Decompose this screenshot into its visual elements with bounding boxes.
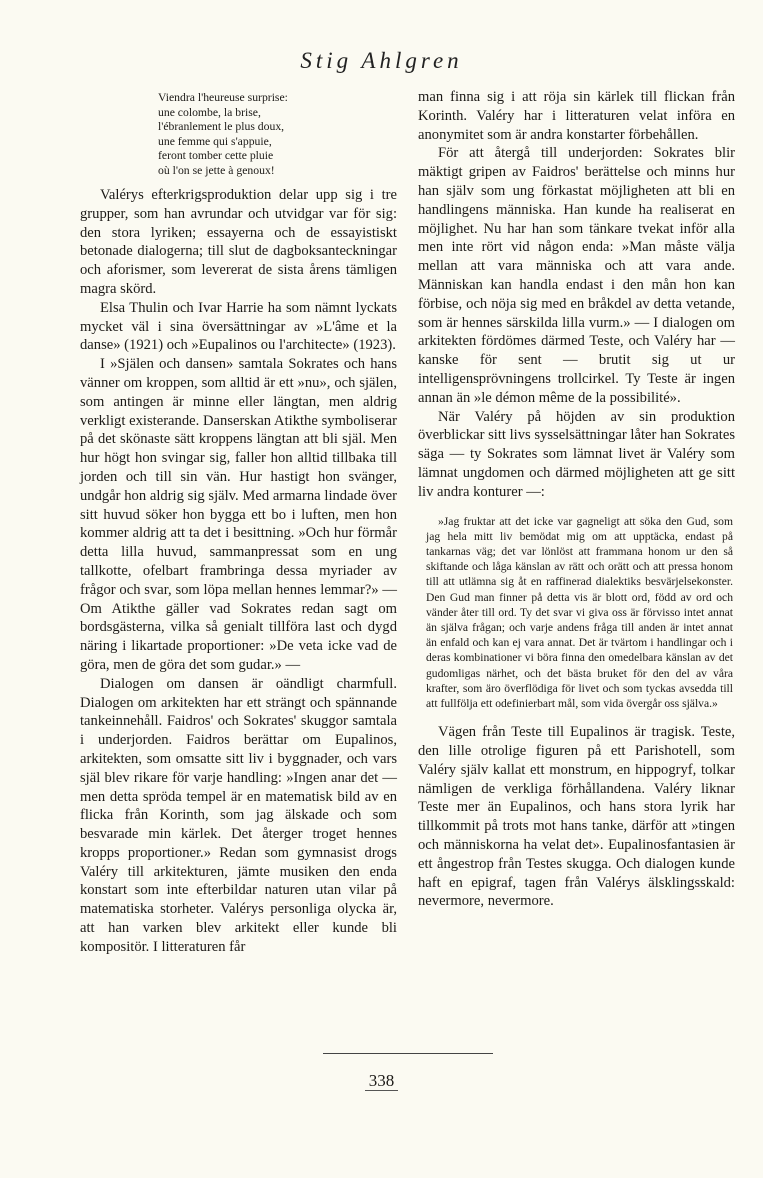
body-paragraph: När Valéry på höjden av sin produktion överblickar sitt livs sysselsättningar låter han Sokrates säga — ty Sokrates som lämnat livet är Valéry som lämnat ungdomen och därmed möjligheten att ge sitt liv andra konturer —: — [418, 408, 735, 500]
verse-line: feront tomber cette pluie — [158, 149, 274, 162]
verse-line: une colombe, la brise, — [158, 105, 261, 119]
verse-line: l'ébranlement le plus doux, — [158, 120, 285, 133]
right-column — [418, 88, 735, 911]
verse-line: une femme qui s'appuie, — [158, 134, 272, 148]
verse-line: où l'on se jette à genoux! — [158, 163, 275, 177]
page-number — [0, 1071, 763, 1091]
footer-rule — [323, 1053, 493, 1054]
body-paragraph: Elsa Thulin och Ivar Harrie ha som nämnt lyckats mycket väl i sina översättningar av »L'âme et la danse» (1921) och »Eupalinos ou l'architecte» (1923). — [80, 299, 397, 354]
verse-line: Viendra l'heureuse surprise: — [158, 91, 288, 104]
body-paragraph: Vägen från Teste till Eupalinos är tragisk. Teste, den lille otrolige figuren på ett Parishotell, som Valéry själv kallat ett monstrum, en hippogryf, tolkar nämligen de verkliga förhållandena. Valéry liknar Teste mer än Eupalinos, och hans stora lyrik har tillkommit på trots mot hans tanke, därför att »tingen och människorna ha velat det». Eupalinosfantasien är ett ångestrop från Testes skugga. Och dialogen kunde haft en epigraf, tagen från Valérys älsklingsskald: nevermore, nevermore. — [418, 724, 735, 910]
body-paragraph: Valérys efterkrigsproduktion delar upp sig i tre grupper, som han avrundar och utvidgar var för sig: den stora lyriken; essayerna och de essayistiskt betonade dialogerna; till slut de dagboksanteckningar och aforismer, som levererat de sista årens tämligen magra skörd. — [80, 187, 397, 297]
body-paragraph: man finna sig i att röja sin kärlek till flickan från Korinth. Valéry har i litteraturen velat införa en anonymitet som är andra konstarter förbehållen. — [418, 89, 735, 143]
block-quote: »Jag fruktar att det icke var gagneligt att söka den Gud, som jag hela mitt liv bemödat mig om att upptäcka, endast på tankarnas väg; det var lönlöst att frammana honom ur den så skiftande och låga känslan av rätt och orätt och att pressa honom till att utlämna sig åt en raffinerad dialektiks besvärjelsekonster. Den Gud man finner på detta vis är blott ord, född av ord och vänder åter till ord. Ty det svar vi giva oss är förvisso intet annat än själva frågan; och varje andens fråga till anden är intet annat än enfald och kan ej vara annat. Det är tvärtom i handlingar och i deras kombinationer vi böra finna den omedelbara känslan av det gudomligas närhet, och det bästa bruket för den del av våra krafter, som äro överflödiga för livet och som tyckas avsedda till att fullfölja ett odefinierbart mål, som vida övergår oss själva.» — [426, 514, 733, 710]
left-column — [80, 88, 397, 957]
french-verse — [158, 91, 397, 178]
running-header: Stig Ahlgren — [300, 48, 463, 73]
body-paragraph: I »Själen och dansen» samtala Sokrates och hans vänner om kroppen, som alltid är ett »nu», och själen, som antingen är minne eller längtan, men aldrig verkligt existerande. Danserskan Atikthe symboliserar på det skönaste sätt kroppens längtan att bli själ. Men hur högt hon svingar sig, faller hon alltid tillbaka till jorden och till sin vän. Hur hastigt hon svänger, undgår hon aldrig sig själv. Med armarna lindade över sitt huvud söker hon bygga ett bo i luften, men hon kommer aldrig att ta det i besittning. »Och hur förmår detta lilla huvud, sammanpressat som en ung tallkotte, ofelbart frambringa dessa myriader av frågor och svar, som löpa mellan hennes lemmar?» — Om Atikthe gäller vad Sokrates redan sagt om bordsgästerna, vilka så genialt tillföra last och dygd näring i likartade proportioner: »De veta icke vad de göra, men de göra det som gudar.» — — [80, 356, 397, 673]
page-number-text: 338 — [365, 1071, 399, 1091]
body-paragraph: Dialogen om dansen är oändligt charmfull. Dialogen om arkitekten har ett strängt och spännande tankeinnehåll. Faidros' och Sokrates' skuggor samtala i underjorden. Faidros berättar om Eupalinos, arkitekten, som omsatte sitt liv i byggnader, och vars själ blev rikare för varje handling: »Ingen anar det — men detta spröda tempel är en matematisk bild av en flicka från Korinth, som jag älskade och som besvarade min kärlek. Det återger troget hennes kropps proportioner.» Redan som gymnasist drogs Valéry till arkitekturen, jämte musiken den enda konstart som inte efterbildar naturen utan vilar på matematiska storheter. Valérys personliga olycka är, att han varken blev arkitekt eller kunde bli kompositör. I litteraturen får — [80, 675, 397, 955]
body-paragraph: För att återgå till underjorden: Sokrates blir mäktigt gripen av Faidros' berättelse och minns hur han själv som ung förkastat möjligheten att bli en handlingens människa. Han kunde ha realiserat en möjlighet. Nu har han som tänkare tvekat inför alla men inte rört vid någon enda: »Man måste välja mellan att vara människa och att vara ande. Människan kan handla endast i den mån hon kan förbise, och nöja sig med en bråkdel av detta vetande, som är hennes särskilda lilla vurm.» — I dialogen om arkitekten fördömes därmed Teste, och Valéry har — kanske för sent — brutit sig ut ur intelligensprövningens trollcirkel. Ty Teste är ingen annan än »le démon même de la possibilité». — [418, 145, 735, 406]
